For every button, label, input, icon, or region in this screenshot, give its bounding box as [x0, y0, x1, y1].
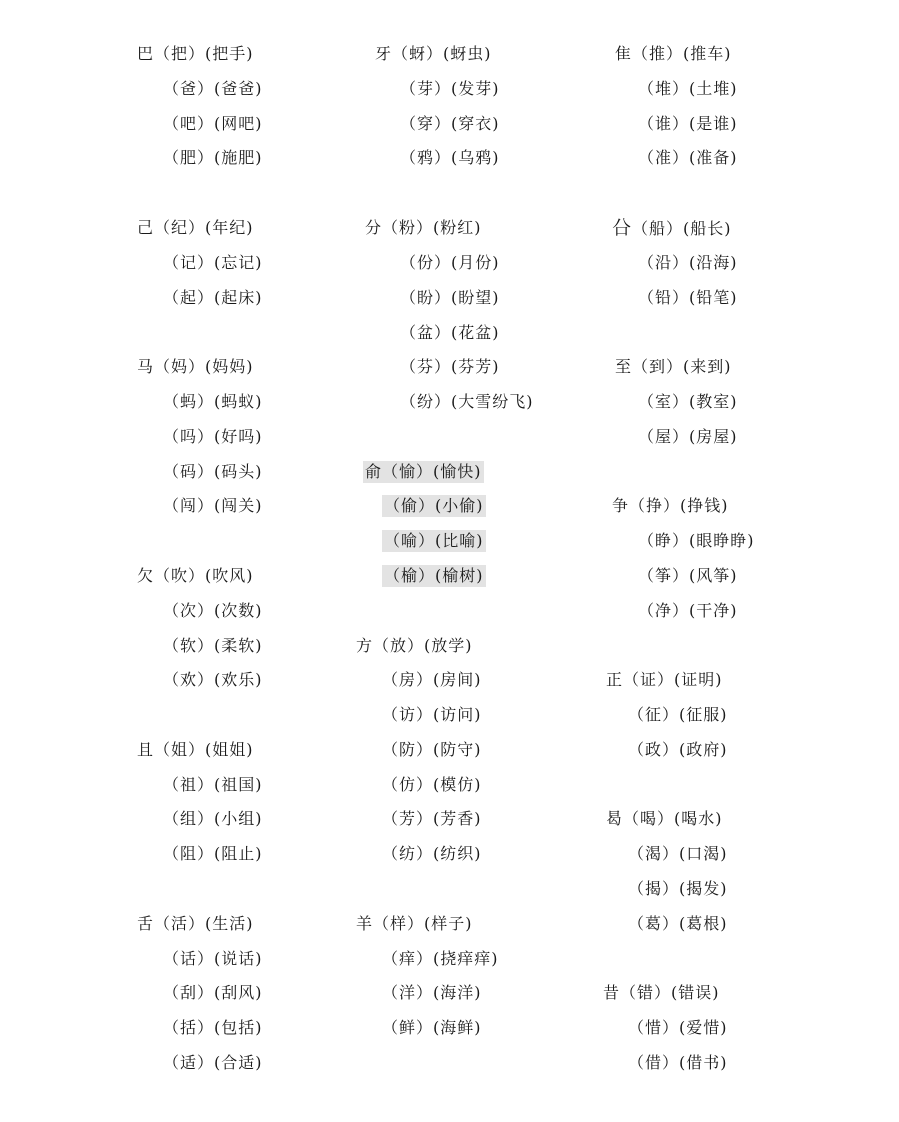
word-entry: （纺）(纺织) [382, 844, 482, 863]
word-entry: （吗）(好吗) [163, 427, 263, 446]
word-text: （船）(船长) [632, 219, 732, 238]
word-entry: 分（粉）(粉红) [365, 218, 482, 237]
word-entry: （净）(干净) [638, 601, 738, 620]
word-entry: （筝）(风筝) [638, 566, 738, 585]
word-entry: （房）(房间) [382, 670, 482, 689]
word-entry: （次）(次数) [163, 601, 263, 620]
word-entry: （痒）(挠痒痒) [382, 949, 499, 968]
word-entry: 巴（把）(把手) [137, 44, 254, 63]
word-entry: （惜）(爱惜) [628, 1018, 728, 1037]
highlighted-word-entry: 俞（愉）(愉快) [365, 462, 482, 481]
word-entry: （政）(政府) [628, 740, 728, 759]
word-entry: 且（姐）(姐姐) [137, 740, 254, 759]
word-entry: （睁）(眼睁睁) [638, 531, 755, 550]
word-entry: （葛）(葛根) [628, 914, 728, 933]
word-entry: （芽）(发芽) [400, 79, 500, 98]
word-entry: 至（到）(来到) [615, 357, 732, 376]
word-entry: （软）(柔软) [163, 636, 263, 655]
word-entry: 正（证）(证明) [606, 670, 723, 689]
word-entry: （芬）(芬芳) [400, 357, 500, 376]
word-entry: 方（放）(放学) [356, 636, 473, 655]
word-entry: （码）(码头) [163, 462, 263, 481]
word-entry: （适）(合适) [163, 1053, 263, 1072]
word-entry: （鸦）(乌鸦) [400, 148, 500, 167]
word-entry: 马（妈）(妈妈) [137, 357, 254, 376]
word-entry: 己（纪）(年纪) [137, 218, 254, 237]
word-entry: （穿）(穿衣) [400, 114, 500, 133]
word-entry: （征）(征服) [628, 705, 728, 724]
word-entry: （鲜）(海鲜) [382, 1018, 482, 1037]
word-entry: （组）(小组) [163, 809, 263, 828]
word-entry: （吧）(网吧) [163, 114, 263, 133]
word-entry: （访）(访问) [382, 705, 482, 724]
highlighted-word-entry: （偷）(小偷) [384, 496, 484, 515]
word-entry: （渴）(口渴) [628, 844, 728, 863]
word-entry: 争（挣）(挣钱) [612, 496, 729, 515]
word-entry: （肥）(施肥) [163, 148, 263, 167]
word-entry: （屋）(房屋) [638, 427, 738, 446]
word-entry: （爸）(爸爸) [163, 79, 263, 98]
word-entry: 舌（活）(生活) [137, 914, 254, 933]
word-entry: 牙（蚜）(蚜虫) [375, 44, 492, 63]
word-entry: （起）(起床) [163, 288, 263, 307]
word-entry: （盆）(花盆) [400, 323, 500, 342]
word-entry: （蚂）(蚂蚁) [163, 392, 263, 411]
word-entry: （铅）(铅笔) [638, 288, 738, 307]
word-entry: 隹（推）(推车) [615, 44, 732, 63]
word-entry: （刮）(刮风) [163, 983, 263, 1002]
word-entry: （沿）(沿海) [638, 253, 738, 272]
word-entry: （准）(准备) [638, 148, 738, 167]
word-entry: 曷（喝）(喝水) [606, 809, 723, 828]
word-entry: （括）(包括) [163, 1018, 263, 1037]
word-entry: （记）(忘记) [163, 253, 263, 272]
word-entry: 羊（样）(样子) [356, 914, 473, 933]
word-entry: （洋）(海洋) [382, 983, 482, 1002]
word-entry: （欢）(欢乐) [163, 670, 263, 689]
word-entry: （阻）(阻止) [163, 844, 263, 863]
radical-character: 㕣 [612, 217, 633, 239]
word-entry: （闯）(闯关) [163, 496, 263, 515]
word-entry: （堆）(土堆) [638, 79, 738, 98]
highlighted-word-entry: （喻）(比喻) [384, 531, 484, 550]
word-entry: 昔（错）(错误) [603, 983, 720, 1002]
word-entry: （芳）(芳香) [382, 809, 482, 828]
word-entry: （话）(说话) [163, 949, 263, 968]
word-entry: （室）(教室) [638, 392, 738, 411]
word-entry-with-radical [612, 217, 732, 240]
word-entry: （防）(防守) [382, 740, 482, 759]
word-entry: （盼）(盼望) [400, 288, 500, 307]
word-entry: （仿）(模仿) [382, 775, 482, 794]
word-entry: （祖）(祖国) [163, 775, 263, 794]
highlighted-word-entry: （榆）(榆树) [384, 566, 484, 585]
word-entry: （借）(借书) [628, 1053, 728, 1072]
word-entry: （纷）(大雪纷飞) [400, 392, 534, 411]
word-entry: （揭）(揭发) [628, 879, 728, 898]
word-entry: （谁）(是谁) [638, 114, 738, 133]
word-entry: 欠（吹）(吹风) [137, 566, 254, 585]
word-entry: （份）(月份) [400, 253, 500, 272]
